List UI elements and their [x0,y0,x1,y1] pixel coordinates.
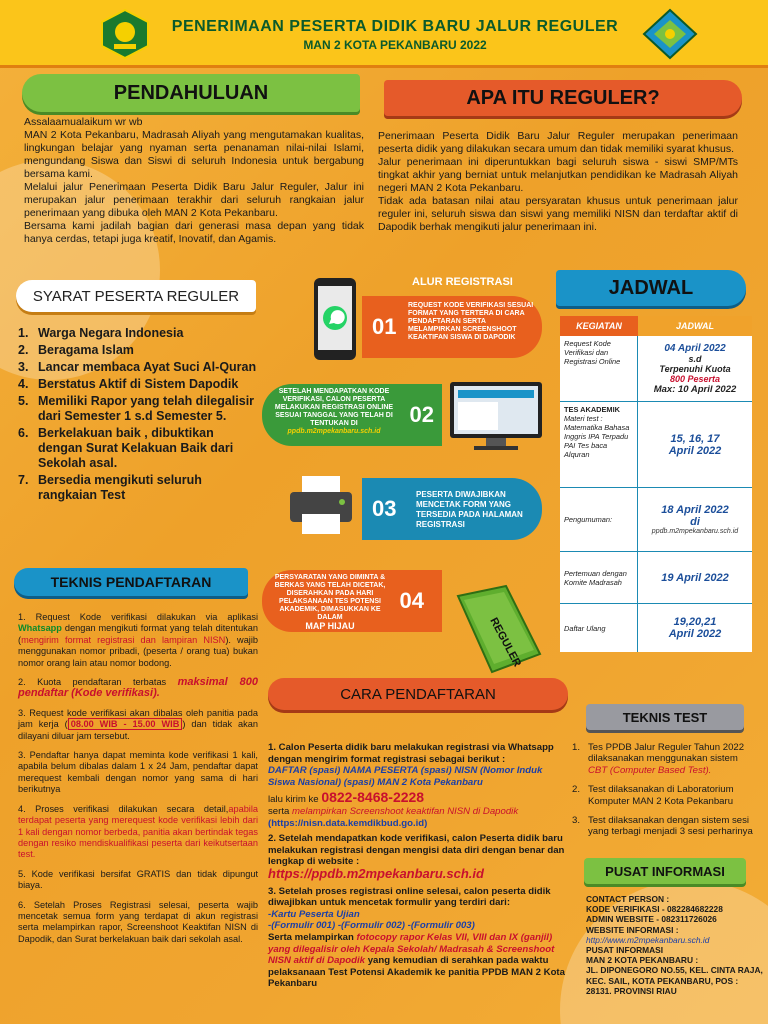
jadwal-table [560,316,752,652]
kemenag-logo-icon [96,8,154,60]
pendahuluan-banner: PENDAHULUAN [22,74,360,112]
header [0,0,768,68]
pusat-informasi-banner: PUSAT INFORMASI [584,858,746,884]
whatsapp-phone-icon [310,276,360,362]
header-subtitle: MAN 2 KOTA PEKANBARU 2022 [303,38,487,52]
madrasah-logo-icon [640,8,700,60]
cara-step: 3. Setelah proses registrasi online selesai, calon peserta didik diwajibkan untuk mencetak formulir yang terdiri dari: -Kartu Peserta Ujian -(Formulir 001) -(Formulir 002) -(Formulir 003) Serta melampirkan fotocopy rapor Kelas VII, VIII dan IX (ganjil) yang dilegalisir oleh Kepala Sekolah/ Madrasah & Screenshoot NISN aktif di Dapodik yang kemudian di serahkan pada waktu pelaksanaan Test Potensi Akademik ke panitia PPDB MAN 2 Kota Pekanbaru [268,885,565,990]
teknis-test-list [572,742,758,846]
list-item: 2. Beragama Islam [18,343,134,357]
pendahuluan-text [24,116,364,246]
pendahuluan-paragraph: Bersama kami jadilah bagian dari generasi masa depan yang tidak hanya cerdas, tetapi juga kreatif, Inovatif, dan Agamis. [24,220,364,245]
table-header: KEGIATAN JADWAL [560,316,752,336]
computer-monitor-icon [446,380,546,452]
nisn-link: (https://nisn.data.kemdikbud.go.id) [268,817,428,829]
apa-itu-reguler-text [378,130,738,234]
cara-pendaftaran-text [268,742,568,994]
table-row: Daftar Ulang 19,20,21 April 2022 [560,604,752,652]
cara-step: 2. Setelah mendapatkan kode verifikasi, calon Peserta didik baru melakukan registrasi dengan mengisi data diri dengan benar dan lengkap di website : https://ppdb.m2mpekanbaru.sch.id [268,833,565,881]
teknis-item: 1. Request Kode verifikasi dilakukan via aplikasi Whatsapp dengan mengikuti format yang telah ditentukan (mengirim format registrasi dan lampiran NISN). wajib menggunakan nomor pribadi, (peserta / orang tua) bukan nomor orang lain atau nomor bodong. [18,612,258,668]
teknis-test-banner: TEKNIS TEST [586,704,744,730]
teknis-pendaftaran-text [18,612,258,953]
list-item: 6. Berkelakuan baik , dibuktikan dengan Surat Kelakuan Baik dari Sekolah asal. [18,426,234,470]
apa-paragraph: Penerimaan Peserta Didik Baru Jalur Reguler merupakan penerimaan peserta didik yang dilakukan secara umum dan tidak memiliki syarat khusus. [378,130,738,155]
list-item: 3. Lancar membaca Ayat Suci Al-Quran [18,360,257,374]
list-item: 1. Warga Negara Indonesia [18,326,184,340]
list-item: 1. Tes PPDB Jalur Reguler Tahun 2022 dilaksanakan menggunakan sistem CBT (Computer Based Test). [572,742,745,776]
list-item: 2. Test dilaksanakan di Laboratorium Komputer MAN 2 Kota Pekanbaru [572,784,734,807]
pendahuluan-paragraph: MAN 2 Kota Pekanbaru, Madrasah Aliyah yang mengutamakan kualitas, lingkungan belajar yang nyaman serta penanaman nilai-nilai Islami, mengundang Siswa dan Siswi di seluruh Indonesia untuk bergabung bersama kami. [24,129,364,180]
website-link[interactable]: http://www.m2mpekanbaru.sch.id [586,934,710,945]
apa-paragraph: Jalur penerimaan ini diperuntukkan bagi seluruh siswa - siswi SMP/MTs tingkat akhir yang berniat untuk melanjutkan pendidikan ke Madrasah Aliyah negeri MAN 2 Kota Pekanbaru. [378,156,738,194]
table-row: Pertemuan dengan Komite Madrasah 19 April 2022 [560,552,752,604]
table-row: TES AKADEMIK Materi test : Matematika Bahasa Inggris IPA Terpadu PAI Tes baca Alquran 15, 16, 17 April 2022 [560,402,752,488]
table-row: Pengumuman: 18 April 2022 di ppdb.m2mpekanbaru.sch.id [560,488,752,552]
teknis-item: 6. Setelah Proses Registrasi selesai, peserta wajib mencetak semua form yang terdapat di akun registrasi serta melampirkan rapor, Screenshoot Keaktifan NISN di Dapodik, dan Surat berkelakuan baik dari sekolah asal. [18,899,258,944]
header-title: PENERIMAAN PESERTA DIDIK BARU JALUR REGULER [171,18,619,35]
teknis-item: 5. Kode verifikasi bersifat GRATIS dan tidak dipungut biaya. [18,868,258,891]
teknis-item: 4. Proses verifikasi dilakukan secara detail,apabila terdapat peserta yang merequest kode verifikasi lebih dari 1 kali dengan nomor berbeda, panitia akan bertindak tegas dengan resiko mendiskualifikasi peserta dari keikutsertaan test. [18,803,258,860]
syarat-banner: SYARAT PESERTA REGULER [16,280,256,312]
teknis-item: 3. Request kode verifikasi akan dibalas oleh panitia pada jam kerja ( 08.00 WIB - 15.00 WIB ) dan tidak akan dilayani diluar jam tersebut. [18,707,258,741]
list-item: 4. Berstatus Aktif di Sistem Dapodik [18,377,239,391]
list-item: 3. Test dilaksanakan dengan sistem sesi yang terbagi menjadi 3 sesi perharinya [572,815,753,838]
teknis-item: 2. Kuota pendaftaran terbatas maksimal 800 pendaftar (Kode verifikasi). [18,676,258,700]
pendahuluan-paragraph: Assalaamualaikum wr wb [24,116,143,128]
alur-step-4: PERSYARATAN YANG DIMINTA & BERKAS YANG TELAH DICETAK, DISERAHKAN PADA HARI PELAKSANAAN TES POTENSI AKADEMIK, DIMASUKKAN KE DALAM MAP HIJAU 04 [262,570,442,632]
teknis-item: 3. Pendaftar hanya dapat meminta kode verifikasi 1 kali, apabila belum dibalas dalam 1 x 24 Jam, pendaftar dapat merequest kembali dengan nomor yang sama di hari berikutnya [18,750,258,795]
cara-step: lalu kirim ke 0822-8468-2228 serta melampirkan Screenshoot keaktifan NISN di Dapodik (https://nisn.data.kemdikbud.go.id) [268,789,519,829]
phone-number: 0822-8468-2228 [321,789,425,806]
apa-paragraph: Tidak ada batasan nilai atau persyaratan khusus untuk penerimaan jalur reguler ini, seluruh siswa dan siswi yang memiliki NISN dan terdaftar aktif di Dapodik berhak mengikuti jalur penerimaan ini. [378,195,738,233]
pendahuluan-paragraph: Melalui jalur Penerimaan Peserta Didik Baru Jalur Reguler, Jalur ini merupakan jalur penerimaan terakhir dari seluruh rangkaian jalur penerimaan yang dibuka oleh MAN 2 Kota Pekanbaru. [24,181,364,219]
pusat-informasi-text: CONTACT PERSON : KODE VERIFIKASI - 082284682228 ADMIN WEBSITE - 082311726026 WEBSITE INFORMASI : http://www.m2mpekanbaru.sch.id PUSAT INFORMASI MAN 2 KOTA PEKANBARU : JL. DIPONEGORO NO.55, KEL. CINTA RAJA, KEC. SAIL, KOTA PEKANBARU, POS : 28131. PROVINSI RIAU [586,894,766,996]
printer-icon [286,474,356,536]
cara-pendaftaran-banner: CARA PENDAFTARAN [268,678,568,710]
ppdb-link: ppdb.m2mpekanbaru.sch.id [651,528,739,535]
folder-label: REGULER [487,615,524,669]
list-item: 5. Memiliki Rapor yang telah dilegalisir dari Semester 1 s.d Semester 5. [18,394,255,423]
alur-step-2: SETELAH MENDAPATKAN KODE VERIFIKASI, CALON PESERTA MELAKUKAN REGISTRASI ONLINE SESUAI TANGGAL YANG TELAH DI TENTUKAN DI ppdb.m2mpekanbaru.sch.id 02 [262,384,442,446]
ppdb-website-link[interactable]: https://ppdb.m2mpekanbaru.sch.id [268,865,484,881]
alur-title: ALUR REGISTRASI [412,276,513,288]
syarat-list [18,326,258,505]
teknis-pendaftaran-banner: TEKNIS PENDAFTARAN [14,568,248,596]
list-item: 7. Bersedia mengikuti seluruh rangkaian Test [18,473,202,502]
alur-step-3: 03 PESERTA DIWAJIBKAN MENCETAK FORM YANG TERSEDIA PADA HALAMAN REGISTRASI [362,478,542,540]
alur-step-1: 01 REQUEST KODE VERIFIKASI SESUAI FORMAT YANG TERTERA DI CARA PENDAFTARAN SERTA MELAMPIRKAN SCREENSHOOT KEAKTIFAN SISWA DI DAPODIK [362,296,542,358]
jadwal-banner: JADWAL [556,270,746,306]
green-folder-icon [450,584,546,676]
cara-step: 1. Calon Peserta didik baru melakukan registrasi via Whatsapp dengan mengirim format registrasi sebagai berikut : DAFTAR (spasi) NAMA PESERTA (spasi) NISN (Nomor Induk Siswa Nasional) (spasi) MAN 2 Kota Pekanbaru [268,742,554,788]
ppdb-link: ppdb.m2mpekanbaru.sch.id [287,428,381,435]
apa-itu-reguler-banner: APA ITU REGULER? [384,80,742,116]
table-row: Request Kode Verifikasi dan Registrasi Online 04 April 2022 s.d Terpenuhi Kuota 800 Peserta Max: 10 April 2022 [560,336,752,402]
